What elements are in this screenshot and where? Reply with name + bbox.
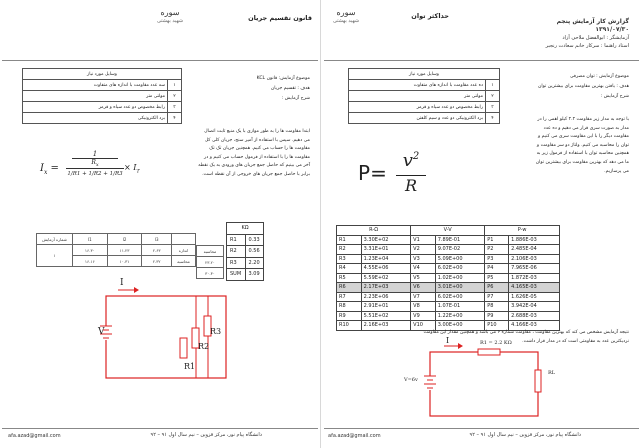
- table-row: ۲ مولتی متر: [349, 91, 500, 102]
- page-header-title: قانون تقسیم جریان: [248, 14, 312, 22]
- column-header-p: P-w: [485, 226, 560, 236]
- table-row: R5 5.59E+02 V5 1.02E+00 P5 1.872E-03: [337, 273, 560, 283]
- table-row: ۱ ۱۶.۳۰ ۱۱.۲۳ ۲.۶۳ اندازه: [37, 245, 196, 256]
- equipment-table: [348, 68, 500, 124]
- column-header-r: R-Ω: [337, 226, 411, 236]
- equipment-table-title: وسایل مورد نیاز: [23, 69, 182, 80]
- table-row: R10 2.16E+03 V10 3.00E+00 P10 4.166E-03: [337, 321, 560, 331]
- source-label: V: [98, 327, 105, 337]
- table-row: ۱ ده عدد مقاومت با اندازه های متفاوت: [349, 80, 500, 91]
- page-header-title: حداکثر توان: [411, 12, 449, 20]
- series-circuit-diagram: [418, 340, 568, 425]
- footer-email: afa.azad@gmail.com: [328, 433, 381, 439]
- table-row: ۴ برد الکترونیکی: [23, 113, 182, 124]
- column-header-v: V-V: [411, 226, 485, 236]
- university-logo: سوره شهید بهشتی: [332, 8, 360, 24]
- table-row: R6 2.17E+03 V6 3.01E+00 P6 4.165E-03: [337, 283, 560, 293]
- table-row: محاسبه: [197, 246, 224, 257]
- equipment-table-title: وسایل مورد نیاز: [349, 69, 500, 80]
- table-row: SUM 3.09: [227, 269, 264, 281]
- r1-label: R1: [184, 362, 196, 371]
- current-divider-formula: $I_x$ = 1 $R_x$ 1/R1 + 1/R2 + 1/R3 × $I_T$: [40, 150, 140, 177]
- table-header-row: [337, 226, 560, 236]
- table-row: ۲۳.۲۰: [197, 257, 224, 268]
- r1-label: R1 = 2.2 KΩ: [480, 340, 512, 346]
- table-row: R4 4.55E+06 V4 6.02E+00 P4 7.965E-06: [337, 264, 560, 274]
- report-professor: استاد راهنما : سرکار خانم سعادت رنجبر: [545, 43, 629, 49]
- table-row: ۱۶.۱۶ ۱۰.۳۱ ۲.۳۲ محاسبه: [37, 256, 196, 267]
- footer-university: دانشگاه پیام نور، مرکز قزوین – نیم سال اول ۹۱ – ۹۲: [150, 432, 262, 438]
- footer-divider: [2, 428, 318, 429]
- source-label: V=6v: [404, 377, 418, 383]
- table-row: ۱ سه عدد مقاومت با اندازه های متفاوت: [23, 80, 182, 91]
- experiment-paragraph: ابتدا مقاومت ها را به طور موازی با یک منبع ثابت اتصال می دهیم. سپس با استفاده از آمپر سنج، جریان کلی کل مقاومت ها را حساب می کنیم. همچنین جریان تک تک مقاومت ها را با استفاده از فرمول حساب می کنیم و در آخر می بینیم که حاصل جمع جریان های ورودی به یک نقطه برابر با حاصل جمع جریان های خروجی از آن نقطه است.: [198, 129, 310, 177]
- rl-label: RL: [548, 370, 556, 376]
- report-date: ۱۳۹۱/۰۷/۳۰: [595, 26, 629, 33]
- table-row: R2 3.31E+01 V2 9.07E-02 P2 2.485E-04: [337, 245, 560, 255]
- report-author: آزمایشگر : ابوالفضل ملاحی آزاد: [562, 35, 629, 41]
- experiment-info: [200, 74, 310, 104]
- r2-label: R2: [198, 342, 210, 351]
- experiment-goal: هدف : یافتن بهترین مقاومت برای بیشترین توان: [537, 84, 629, 89]
- footer-divider: [324, 428, 639, 429]
- conclusion-text: نتیجه آزمایش مشخص می کند که بهترین مقاومت ، مقاومت شماره ۶ می باشد و همچنین مقدار این مقاومت نزدیکترین عدد به مقاومتی است که در مدار قرار داشت.: [423, 330, 629, 344]
- table-row: ۴ برد الکترونیکی دو عدد و سیم کلفتن: [349, 113, 500, 124]
- header-divider: [2, 60, 318, 61]
- table-row: شماره آزمایش I1 I2 I3: [37, 234, 196, 245]
- equipment-table: [22, 68, 182, 124]
- report-meta: [479, 18, 629, 50]
- header-divider: [324, 60, 639, 61]
- table-row: R1 3.30E+02 V1 7.89E-01 P1 1.886E-03: [337, 235, 560, 245]
- table-row: R2 0.56: [227, 246, 264, 258]
- table-row: R3 2.20: [227, 257, 264, 269]
- parallel-circuit-diagram: [96, 284, 246, 384]
- table-row: ۳ رابط مخصوص دو عدد سیاه و قرمز: [349, 102, 500, 113]
- table-row: R7 2.23E+06 V7 6.02E+00 P7 1.626E-05: [337, 292, 560, 302]
- power-formula: P= $v^2$ R: [358, 148, 458, 198]
- current-label: I: [446, 336, 450, 345]
- experiment-description-heading: شرح آزمایش :: [281, 96, 310, 101]
- current-label: I: [120, 278, 124, 288]
- experiment-description-heading: شرح آزمایش :: [600, 94, 629, 99]
- experiment-topic: موضوع آزمایش : توان مصرفی: [569, 74, 629, 79]
- table-row: ۳۰.۳۰: [197, 268, 224, 279]
- university-logo: سوره شهید بهشتی: [156, 8, 184, 24]
- table-row: R8 2.91E+01 V8 1.07E-01 P8 3.942E-04: [337, 302, 560, 312]
- report-title: گزارش کار آزمایش پنجم: [556, 18, 629, 25]
- resistance-table: [226, 222, 264, 281]
- experiment-info: [497, 72, 629, 102]
- power-data-table: [336, 225, 560, 331]
- table-row: R3 1.23E+04 V3 5.09E+00 P3 2.106E-03: [337, 254, 560, 264]
- experiment-topic: موضوع آزمایش: قانون KCL: [256, 76, 310, 81]
- table-row: R1 0.33: [227, 234, 264, 246]
- table-row: ۳ رابط مخصوص دو عدد سیاه و قرمز: [23, 102, 182, 113]
- measurement-table: [36, 233, 196, 267]
- r3-label: R3: [210, 327, 222, 336]
- table-row: ۲ مولتی متر: [23, 91, 182, 102]
- table-row: R9 5.51E+02 V9 1.22E+00 P9 2.688E-03: [337, 311, 560, 321]
- footer-university: دانشگاه پیام نور، مرکز قزوین – نیم سال اول ۹۱ – ۹۲: [469, 432, 581, 438]
- measurement-side-table: [196, 245, 224, 279]
- footer-email: afa.azad@gmail.com: [8, 433, 61, 439]
- resistance-unit-header: KΩ: [227, 223, 264, 235]
- right-page: [322, 0, 641, 448]
- experiment-goal: هدف : تقسیم جریان: [270, 86, 310, 91]
- experiment-paragraph: با توجه به مدار زیر مقاومت ۲.۲ کیلو اهمی را در مدار به صورت سری قرار می دهیم و ده عدد مقاومت دیگر را با این مقاومت سری می کنیم و توان را محاسبه می کنیم. ولتاژ دو سر مقاومت و همچنین محاسبه توان با استفاده از فرمول زیر به ما می دهد که بهترین مقاومت برای بیشترین توان می پرسازیم.: [535, 117, 629, 174]
